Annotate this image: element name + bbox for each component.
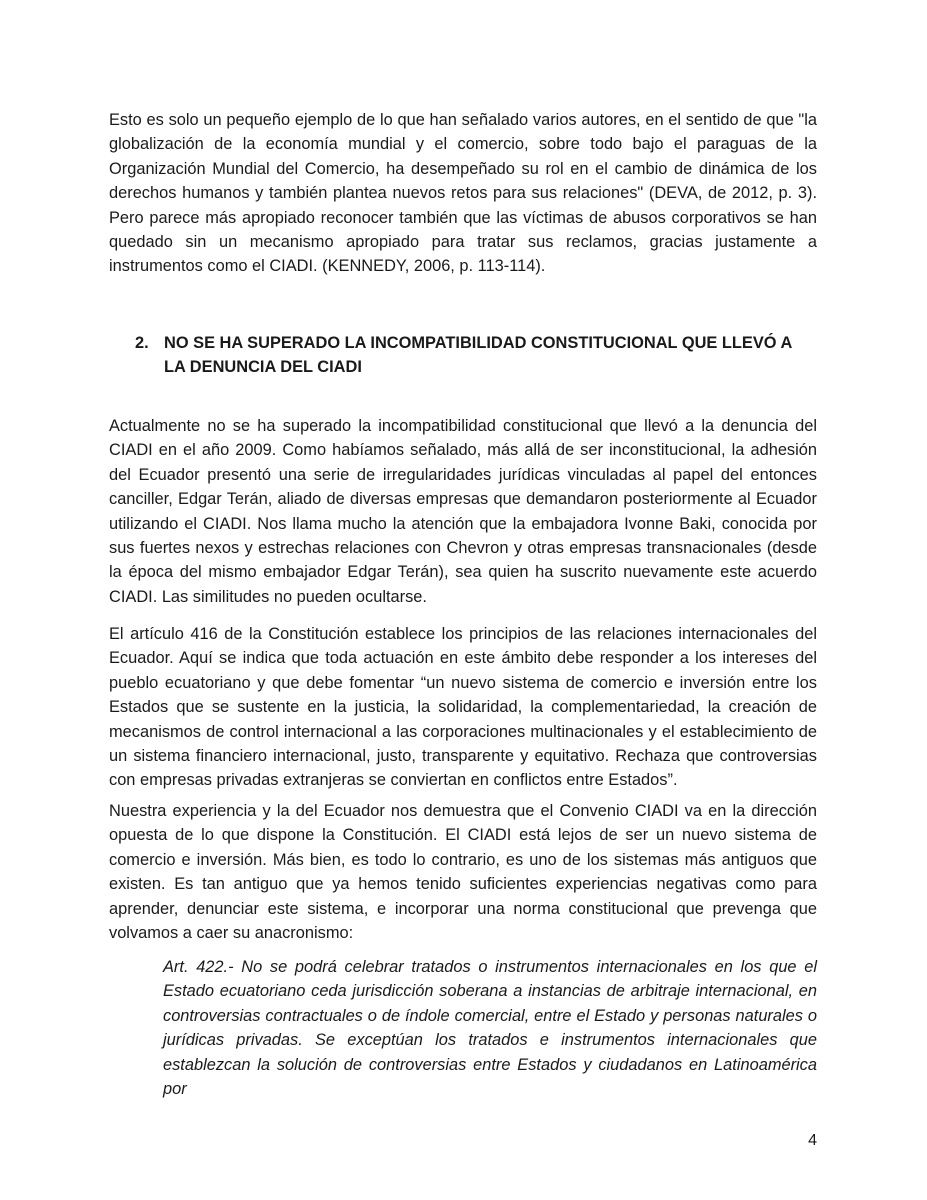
section-number: 2. [135, 334, 149, 352]
section-title: NO SE HA SUPERADO LA INCOMPATIBILIDAD CONSTITUCIONAL QUE LLEVÓ A LA DENUNCIA DEL CIADI [164, 334, 792, 377]
body-paragraph-experience: Nuestra experiencia y la del Ecuador nos demuestra que el Convenio CIADI va en la dirección opuesta de lo que dispone la Constitución. El CIADI está lejos de ser un nuevo sistema de comercio e inversión. Más bien, es todo lo contrario, es uno de los sistemas más antiguos que existen. Es tan antiguo que ya hemos tenido suficientes experiencias negativas como para aprender, denunciar este sistema, e incorporar una norma constitucional que prevenga que volvamos a caer su anacronismo: [109, 802, 817, 943]
body-paragraph-article-416: El artículo 416 de la Constitución establece los principios de las relaciones internacionales del Ecuador. Aquí se indica que toda actuación en este ámbito debe responder a los intereses del pueblo ecuatoriano y que debe fomentar “un nuevo sistema de comercio e inversión entre los Estados que se sustente en la justicia, la solidaridad, la complementariedad, la creación de mecanismos de control internacional a las corporaciones multinacionales y el establecimiento de un sistema financiero internacional, justo, transparente y equitativo. Rechaza que controversias con empresas privadas extranjeras se conviertan en conflictos entre Estados”. [109, 625, 817, 790]
body-paragraph-globalization: Esto es solo un pequeño ejemplo de lo que han señalado varios autores, en el sentido de que "la globalización de la economía mundial y el comercio, sobre todo bajo el paraguas de la Organización Mundial del Comercio, ha desempeñado su rol en el cambio de dinámica de los derechos humanos y también plantea nuevos retos para sus relaciones" (DEVA, de 2012, p. 3). Pero parece más apropiado reconocer también que las víctimas de abusos corporativos se han quedado sin un mecanismo apropiado para tratar sus reclamos, gracias justamente a instrumentos como el CIADI. (KENNEDY, 2006, p. 113-114). [109, 111, 817, 276]
body-paragraph-incompatibility: Actualmente no se ha superado la incompatibilidad constitucional que llevó a la denuncia del CIADI en el año 2009. Como habíamos señalado, más allá de ser inconstitucional, la adhesión del Ecuador presentó una serie de irregularidades jurídicas vinculadas al papel del entonces canciller, Edgar Terán, aliado de diversas empresas que demandaron posteriormente al Ecuador utilizando el CIADI. Nos llama mucho la atención que la embajadora Ivonne Baki, conocida por sus fuertes nexos y estrechas relaciones con Chevron y otras empresas transnacionales (desde la época del mismo embajador Edgar Terán), sea quien ha suscrito nuevamente este acuerdo CIADI. Las similitudes no pueden ocultarse. [109, 417, 817, 606]
block-quote-article-422: Art. 422.- No se podrá celebrar tratados o instrumentos internacionales en los que el Estado ecuatoriano ceda jurisdicción soberana a instancias de arbitraje internacional, en controversias contractuales o de índole comercial, entre el Estado y personas naturales o jurídicas privadas. Se exceptúan los tratados e instrumentos internacionales que establezcan la solución de controversias entre Estados y ciudadanos en Latinoamérica por [163, 958, 817, 1099]
section-heading [135, 331, 817, 380]
page-number: 4 [808, 1132, 817, 1149]
